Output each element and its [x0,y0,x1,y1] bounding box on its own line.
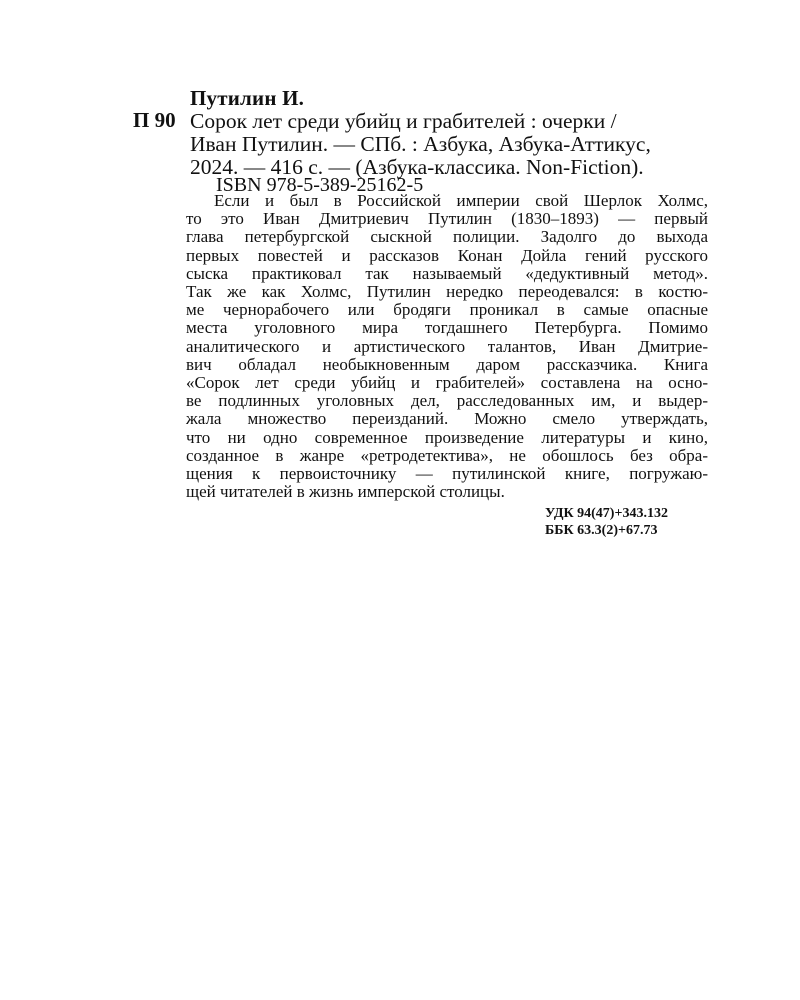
isbn: ISBN 978-5-389-25162-5 [216,174,424,196]
author-heading: Путилин И. [190,86,305,110]
annotation-line: созданное в жанре «ретродетектива», не обошлось без обра- [186,445,708,465]
classification-codes [545,505,668,539]
annotation-line: то это Иван Дмитриевич Путилин (1830–1893) — первый [186,209,708,229]
annotation-line: «Сорок лет среди убийц и грабителей» составлена на осно- [186,373,708,393]
title-line: Сорок лет среди убийц и грабителей : очерки / [190,109,617,133]
annotation-line: щей читателей в жизнь имперской столицы. [186,482,505,502]
annotation-line: аналитического и артистического талантов, Иван Дмитрие- [186,336,708,356]
bbk-code: ББК 63.3(2)+67.73 [545,523,658,538]
annotation-line: глава петербургской сыскной полиции. Задолго до выхода [186,227,708,247]
annotation-line: что ни одно современное произведение литературы и кино, [186,427,708,447]
annotation-line: Если и был в Российской империи свой Шерлок Холмс, [214,191,708,210]
title-line: Иван Путилин. — СПб. : Азбука, Азбука-Аттикус, [190,132,651,156]
annotation [186,192,708,501]
annotation-line: щения к первоисточнику — путилинской книге, погружаю- [186,464,708,484]
annotation-line: сыска практиковал так называемый «дедуктивный метод». [186,263,708,283]
annotation-line: вич обладал необыкновенным даром рассказчика. Книга [186,354,708,374]
udk-code: УДК 94(47)+343.132 [545,506,668,521]
annotation-line: ме чернорабочего или бродяги проникал в самые опасные [186,300,708,320]
annotation-line: первых повестей и рассказов Конан Дойла гений русского [186,245,708,265]
annotation-line: жала множество переизданий. Можно смело утверждать, [186,409,708,429]
annotation-line: ве подлинных уголовных дел, расследованных им, и выдер- [186,391,708,411]
title-line: 2024. — 416 с. — (Азбука-классика. Non-Fiction). [190,155,644,179]
annotation-line: места уголовного мира тогдашнего Петербурга. Помимо [186,318,708,338]
author-sign-code: П 90 [133,108,176,132]
annotation-line: Так же как Холмс, Путилин нередко переодевался: в костю- [186,282,708,302]
